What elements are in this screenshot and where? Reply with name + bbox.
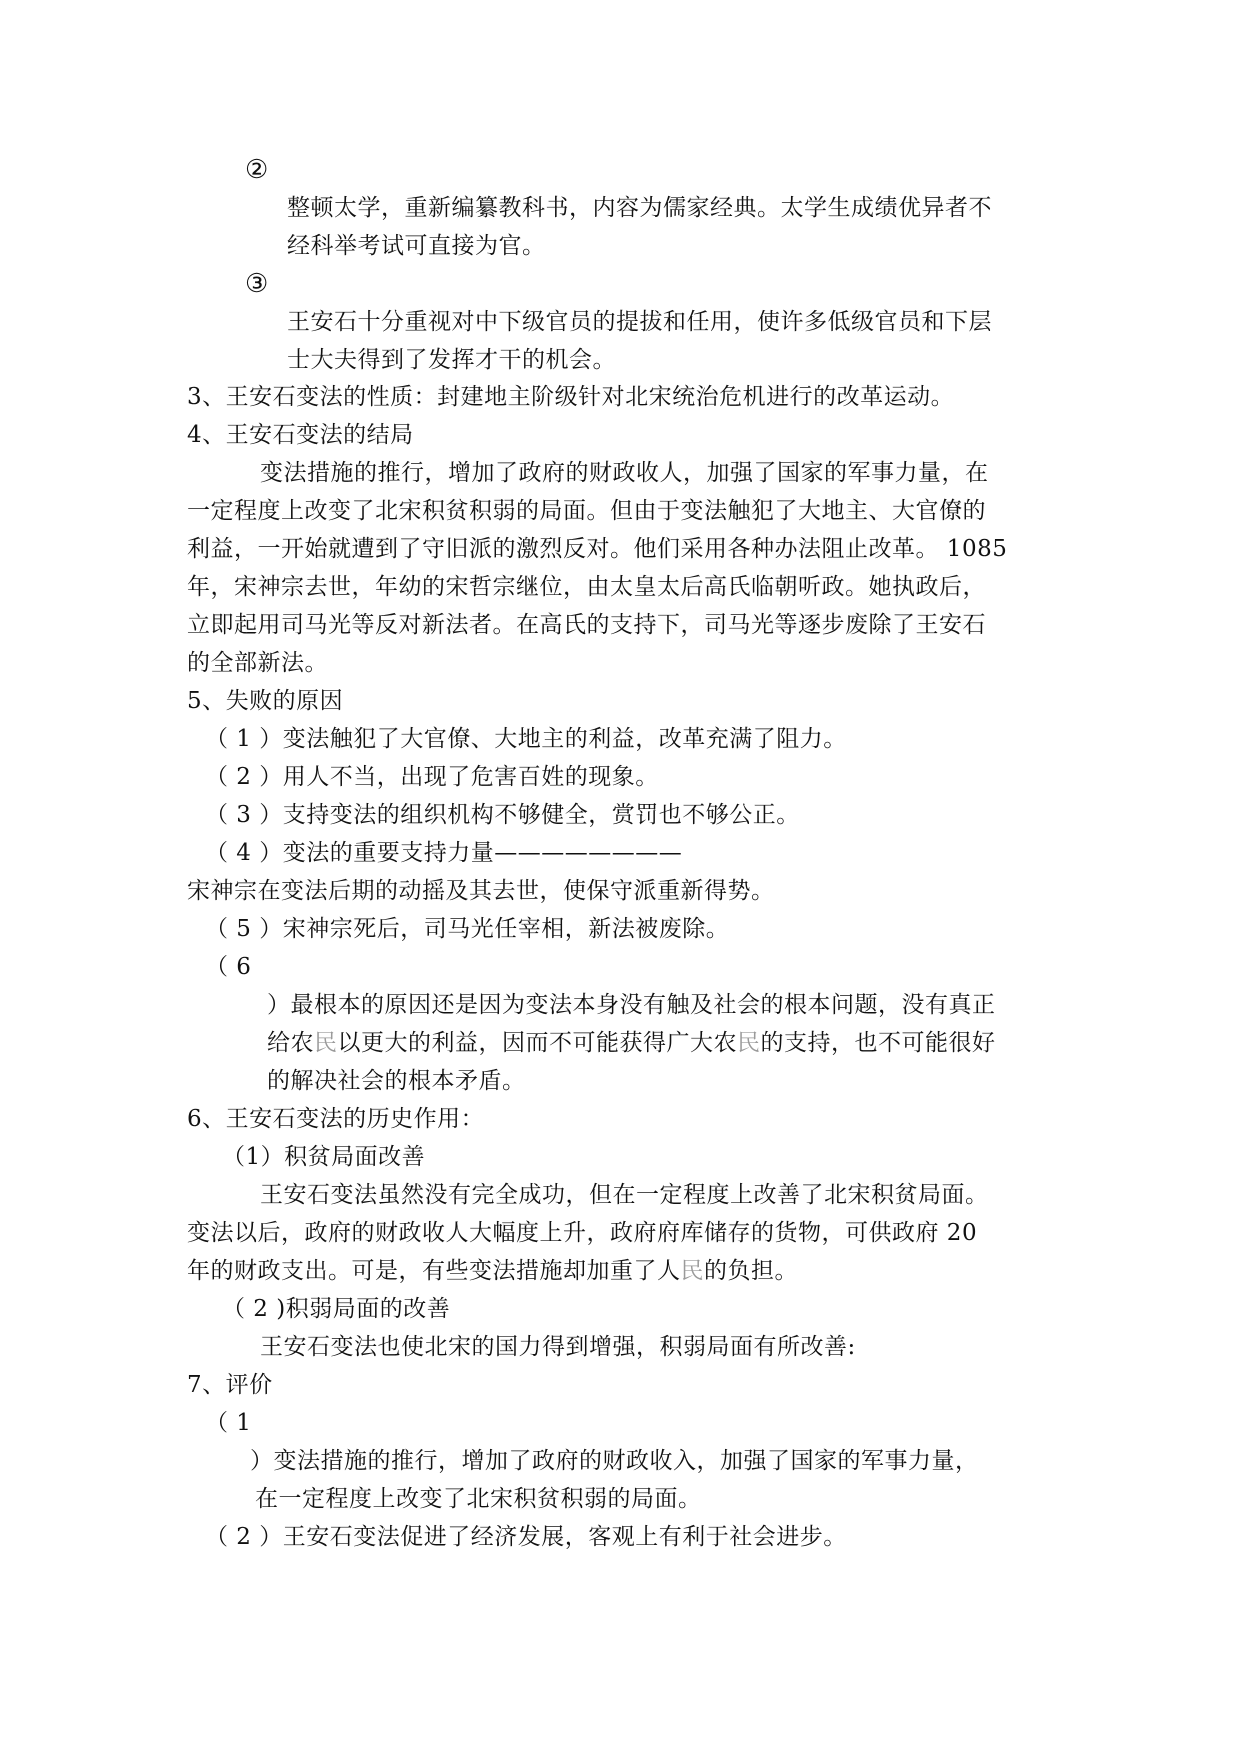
subsection-1-para-line-3 (187, 1256, 798, 1286)
reason-5: （ 5 ）宋神宗死后，司马光任宰相，新法被废除。 (205, 916, 730, 942)
item-2-line-2: 经科举考试可直接为官。 (287, 233, 546, 259)
section-7-heading: 7、评价 (187, 1372, 273, 1398)
item-2-line-1: 整顿太学，重新编纂教科书，内容为儒家经典。太学生成绩优异者不 (287, 195, 992, 221)
subsection-2-heading: （ 2 )积弱局面的改善 (222, 1296, 451, 1322)
section-4-para-line-4: 年，宋神宗去世，年幼的宋哲宗继位，由太皇太后高氏临朝听政。她执政后， (187, 574, 986, 600)
reason-4: （ 4 ）变法的重要支持力量———————— (205, 840, 683, 866)
item-2-marker: ② (245, 155, 269, 185)
reason-6-line-2-part-e: 的支持，也不可能很好 (760, 1030, 996, 1056)
section-3-heading: 3、王安石变法的性质：封建地主阶级针对北宋统治危机进行的改革运动。 (187, 384, 955, 410)
subsection-2-para-line-1: 王安石变法也使北宋的国力得到增强，积弱局面有所改善: (260, 1334, 856, 1360)
section-5-heading: 5、失败的原因 (187, 688, 344, 714)
section-4-heading: 4、王安石变法的结局 (187, 422, 414, 448)
reason-6-open: （ 6 (205, 954, 252, 980)
evaluation-1-open: （ 1 (205, 1410, 252, 1436)
reason-4-continuation: 宋神宗在变法后期的动摇及其去世，使保守派重新得势。 (187, 878, 775, 904)
evaluation-2: （ 2 ）王安石变法促进了经济发展，客观上有利于社会进步。 (205, 1524, 847, 1550)
subsection-1-para-line-1: 王安石变法虽然没有完全成功，但在一定程度上改善了北宋积贫局面。 (260, 1182, 989, 1208)
item-3-line-2: 士大夫得到了发挥才干的机会。 (287, 347, 616, 373)
subsection-1-para-line-3-part-a: 年的财政支出。可是，有些变法措施却加重了人 (187, 1258, 681, 1284)
reason-3: （ 3 ）支持变法的组织机构不够健全，赏罚也不够公正。 (205, 802, 800, 828)
section-6-heading: 6、王安石变法的历史作用： (187, 1106, 485, 1132)
section-4-para-line-3: 利益，一开始就遭到了守旧派的激烈反对。他们采用各种办法阻止改革。 1085 (187, 536, 1008, 562)
reason-6-line-3: 的解决社会的根本矛盾。 (267, 1068, 526, 1094)
item-3-line-1: 王安石十分重视对中下级官员的提拔和任用，使许多低级官员和下层 (287, 309, 992, 335)
reason-6-line-1: ）最根本的原因还是因为变法本身没有触及社会的根本问题，没有真正 (267, 992, 996, 1018)
reason-6-line-2-part-b: 民 (314, 1030, 338, 1056)
section-4-para-line-6: 的全部新法。 (187, 650, 328, 676)
evaluation-1-line-1: ）变法措施的推行，增加了政府的财政收入，加强了国家的军事力量， (250, 1448, 979, 1474)
subsection-1-heading: （1）积贫局面改善 (222, 1144, 426, 1170)
reason-6-line-2 (267, 1028, 996, 1058)
reason-1: （ 1 ）变法触犯了大官僚、大地主的利益，改革充满了阻力。 (205, 726, 847, 752)
subsection-1-para-line-2: 变法以后，政府的财政收人大幅度上升，政府府库储存的货物，可供政府 20 (187, 1220, 978, 1246)
section-4-para-line-2: 一定程度上改变了北宋积贫积弱的局面。但由于变法触犯了大地主、大官僚的 (187, 498, 986, 524)
reason-6-line-2-part-a: 给农 (267, 1030, 314, 1056)
subsection-1-para-line-3-part-c: 的负担。 (704, 1258, 798, 1284)
reason-6-line-2-part-c: 以更大的利益，因而不可能获得广大农 (337, 1030, 737, 1056)
reason-2: （ 2 ）用人不当，出现了危害百姓的现象。 (205, 764, 659, 790)
evaluation-1-line-2: 在一定程度上改变了北宋积贫积弱的局面。 (255, 1486, 702, 1512)
section-4-para-line-5: 立即起用司马光等反对新法者。在高氏的支持下，司马光等逐步废除了王安石 (187, 612, 986, 638)
subsection-1-para-line-3-part-b: 民 (680, 1258, 704, 1284)
section-4-para-line-1: 变法措施的推行，增加了政府的财政收人，加强了国家的军事力量，在 (260, 460, 989, 486)
item-3-marker: ③ (245, 269, 269, 299)
reason-6-line-2-part-d: 民 (737, 1030, 761, 1056)
